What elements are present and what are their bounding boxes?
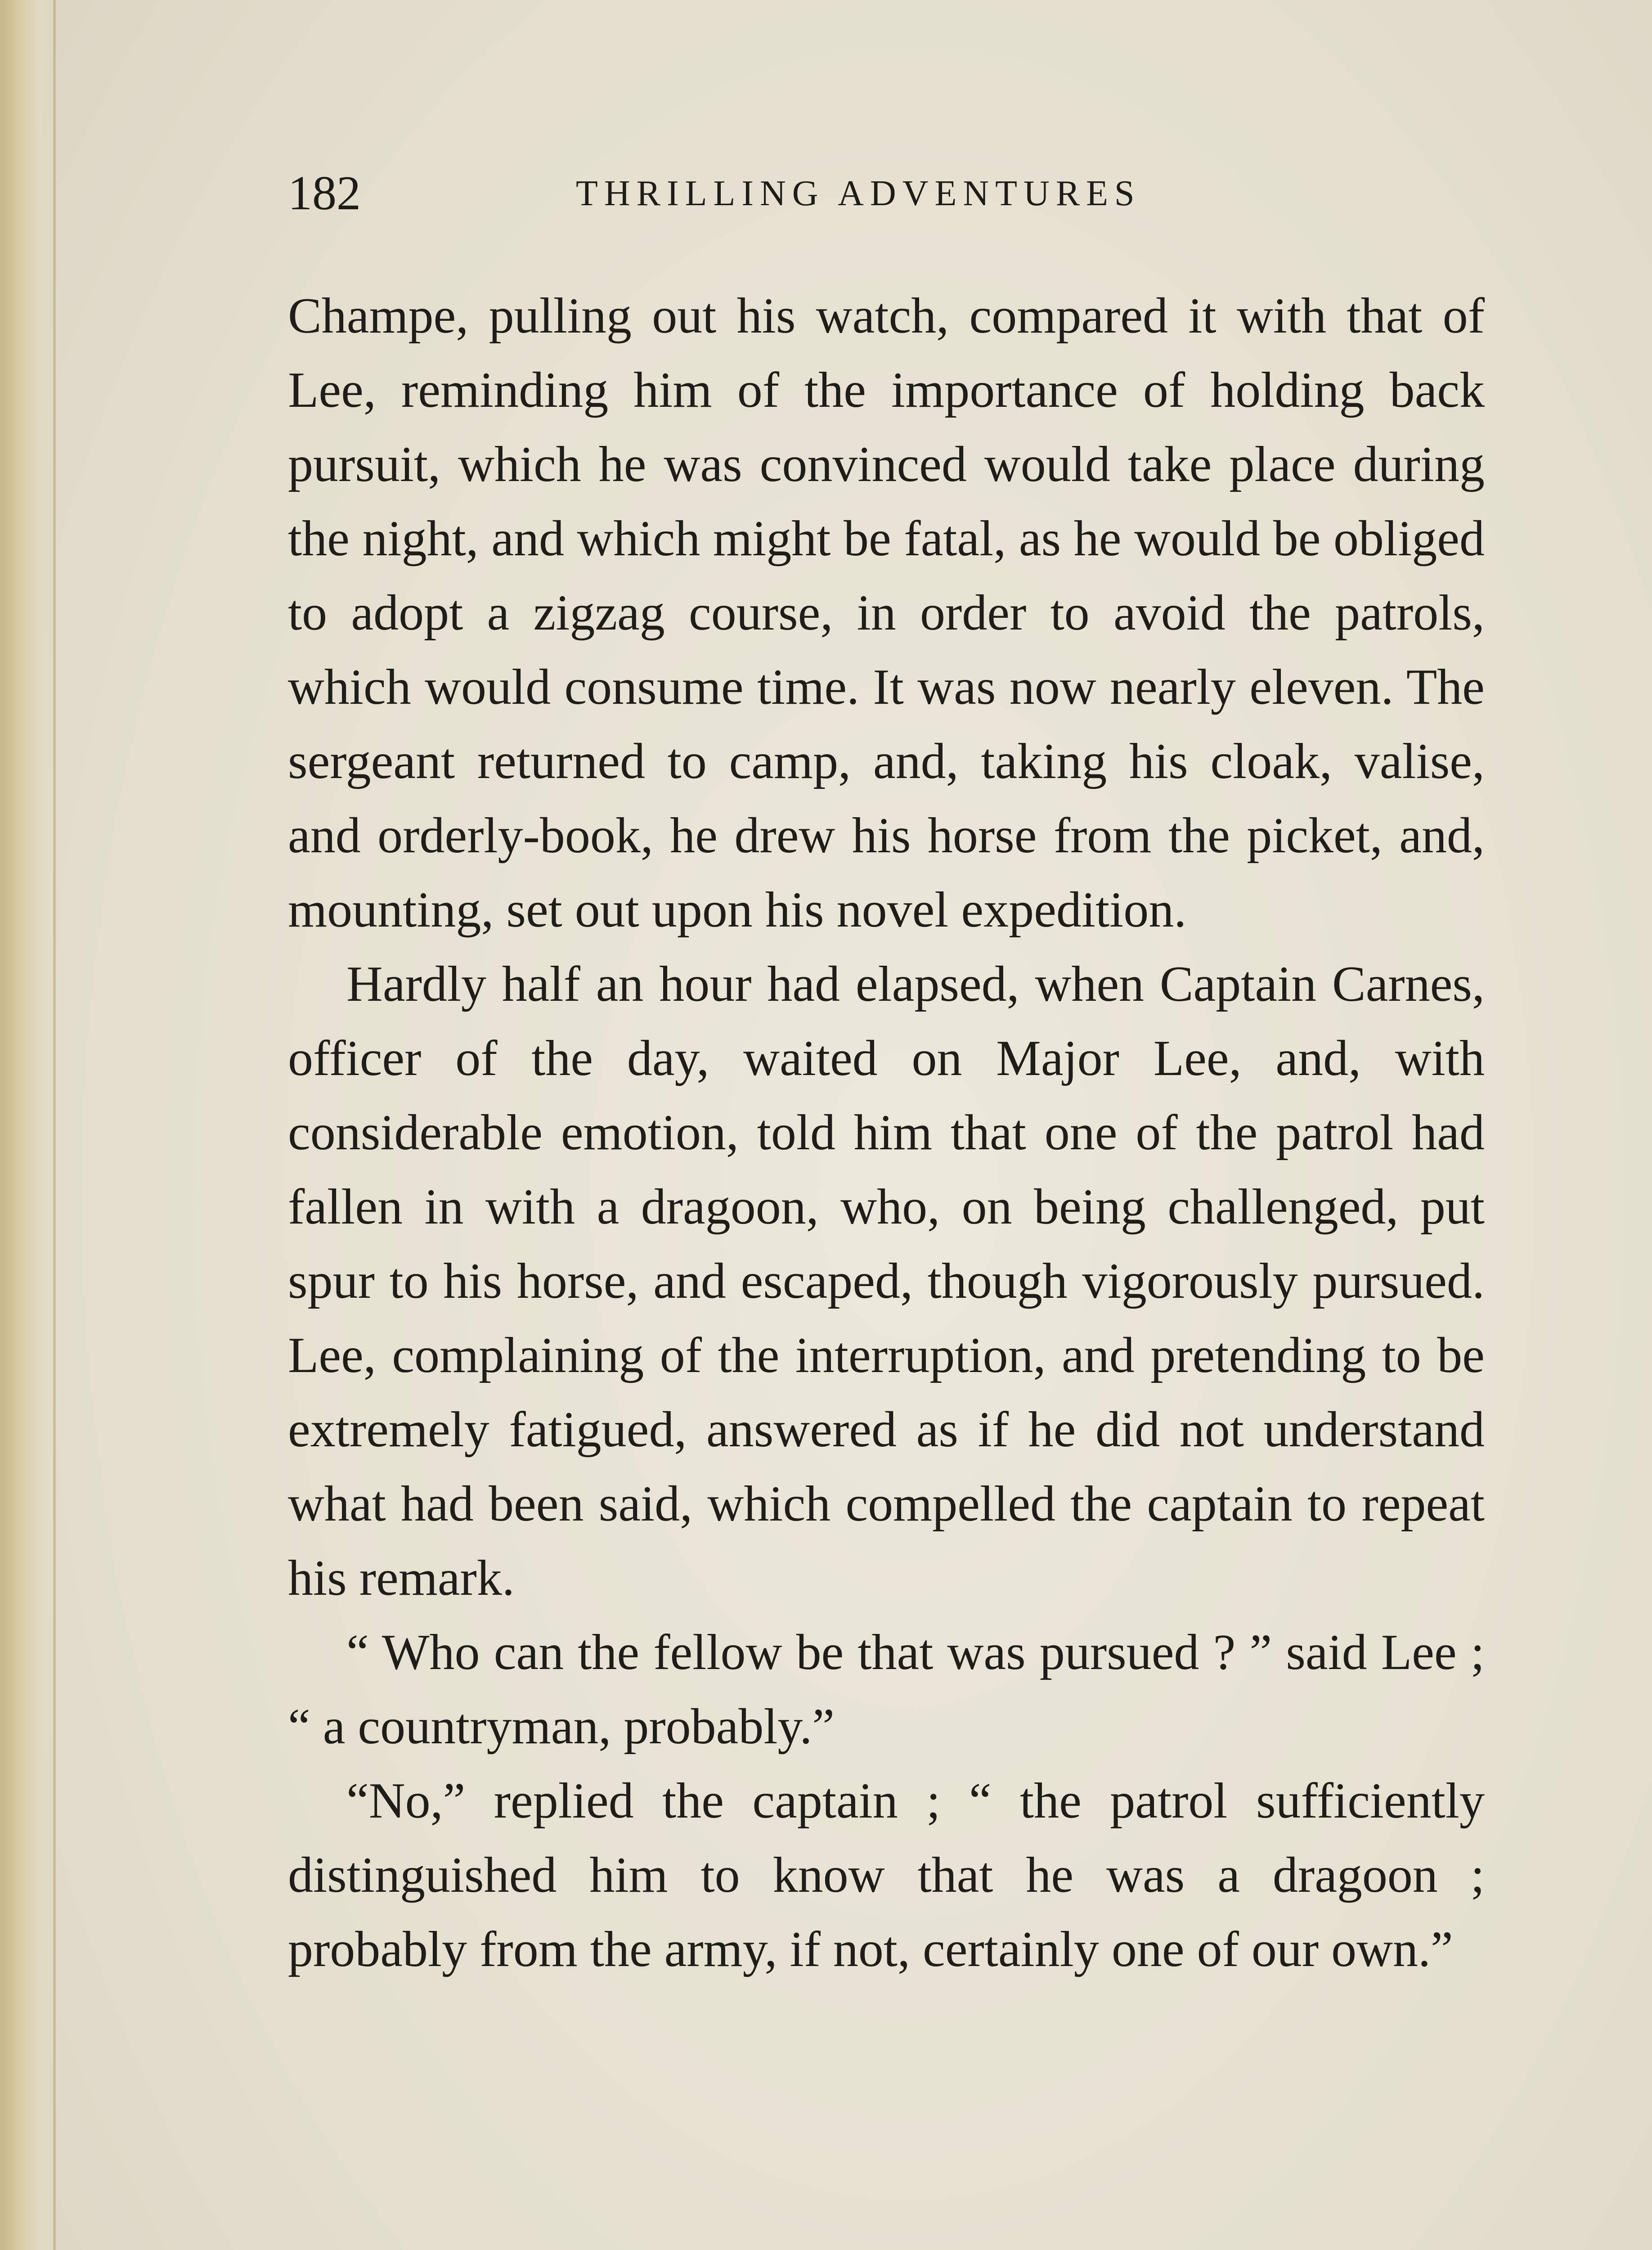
- page-binding-edge: [0, 0, 54, 2250]
- paragraph: Hardly half an hour had elapsed, when Captain Carnes, officer of the day, waited on Major Lee, and, with considerable emotion, told him that one of the patrol had fallen in with a dragoon, who, on being challenged, put spur to his horse, and escaped, though vigorously pursued. Lee, complaining of the interruption, and pretending to be extremely fatigued, answered as if he did not understand what had been said, which compelled the captain to repeat his remark.: [288, 956, 1485, 1606]
- page-header: [288, 162, 1485, 225]
- body-text: [288, 279, 1485, 1987]
- running-head: THRILLING ADVENTURES: [576, 174, 1141, 213]
- page-edge-line: [53, 0, 56, 2250]
- paragraph: “ Who can the fellow be that was pursued ? ” said Lee ; “ a countryman, probably.”: [288, 1624, 1485, 1755]
- page-number: 182: [288, 166, 361, 220]
- paragraph: Champe, pulling out his watch, compared it with that of Lee, reminding him of the importance of holding back pursuit, which he was convinced would take place during the night, and which might be fatal, as he would be obliged to adopt a zigzag course, in order to avoid the patrols, which would consume time. It was now nearly eleven. The sergeant returned to camp, and, taking his cloak, valise, and orderly-book, he drew his horse from the picket, and, mounting, set out upon his novel expedition.: [288, 288, 1485, 938]
- paragraph: “No,” replied the captain ; “ the patrol sufficiently distinguished him to know that he was a dragoon ; probably from the army, if not, certainly one of our own.”: [288, 1773, 1485, 1977]
